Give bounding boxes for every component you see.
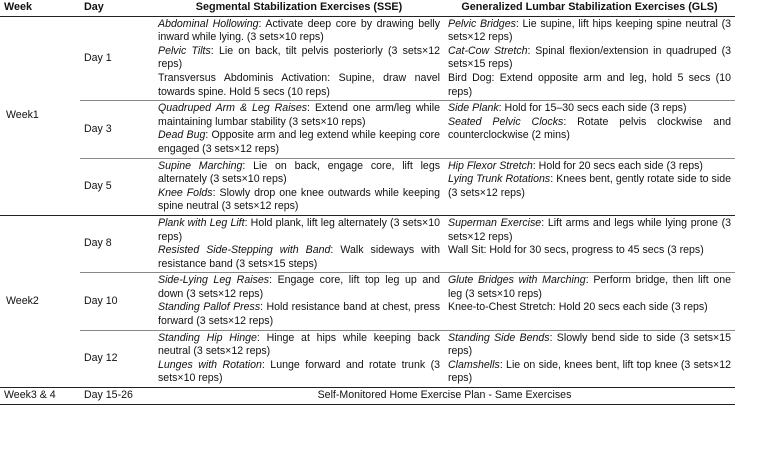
footer-day: Day 15-26	[80, 388, 154, 405]
exercise-description: : Walk sideways with resistance band (3 sets×15 steps)	[158, 244, 440, 270]
exercise-description: : Hold resistance band at chest, press forward (3 sets×12 reps)	[158, 301, 440, 328]
exercise-name: Side-Lying Leg Raises	[158, 274, 270, 287]
gls-cell	[444, 101, 735, 158]
exercise-name: Lunges with Rotation	[158, 358, 262, 371]
sse-cell	[154, 16, 444, 101]
sse-exercise	[158, 217, 440, 244]
header-row	[0, 0, 735, 16]
exercise-name: Glute Bridges with Marching	[448, 274, 586, 287]
header-week: Week	[0, 0, 80, 16]
exercise-name: Supine Marching	[158, 159, 243, 172]
exercise-description: Bird Dog: Extend opposite arm and leg, hold 5 secs (10 reps)	[448, 71, 731, 98]
table-row	[0, 273, 735, 330]
gls-exercise	[448, 102, 731, 116]
gls-cell	[444, 215, 735, 272]
sse-exercise	[158, 129, 440, 156]
sse-cell	[154, 101, 444, 158]
exercise-name: Lying Trunk Rotations	[448, 173, 551, 186]
sse-exercise	[158, 244, 440, 271]
gls-exercise	[448, 217, 731, 244]
exercise-description: : Knees bent, gently rotate side to side (3 sets×12 reps)	[448, 173, 731, 199]
sse-cell	[154, 330, 444, 387]
day-label: Day 3	[80, 101, 154, 158]
exercise-description: : Hold for 20 secs each side (3 reps)	[532, 159, 703, 172]
exercise-name: Hip Flexor Stretch	[448, 159, 533, 172]
exercise-description: : Opposite arm and leg extend while keeping core engaged (3 sets×12 reps)	[158, 129, 440, 155]
header-sse: Segmental Stabilization Exercises (SSE)	[154, 0, 444, 16]
sse-exercise	[158, 18, 440, 45]
header-gls: Generalized Lumbar Stabilization Exercises (GLS)	[444, 0, 735, 16]
exercise-description: : Slowly drop one knee outwards while keeping spine neutral (3 sets×12 reps)	[158, 186, 440, 213]
day-label: Day 1	[80, 16, 154, 101]
gls-cell	[444, 16, 735, 101]
exercise-description: : Hold plank, lift leg alternately (3 sets×10 reps)	[158, 216, 440, 243]
exercise-name: Dead Bug	[158, 129, 206, 142]
exercise-name: Clamshells	[448, 358, 500, 371]
exercise-description: : Lie supine, lift hips keeping spine neutral (3 sets×12 reps)	[448, 17, 732, 44]
day-label: Day 12	[80, 330, 154, 387]
sse-cell	[154, 158, 444, 215]
exercise-name: Cat-Cow Stretch	[448, 44, 528, 57]
sse-exercise	[158, 45, 440, 72]
exercise-name: Resisted Side-Stepping with Band	[158, 244, 331, 257]
exercise-name: Standing Side Bends	[448, 331, 550, 344]
day-label: Day 8	[80, 215, 154, 272]
sse-exercise	[158, 301, 440, 328]
sse-exercise	[158, 359, 440, 386]
sse-exercise	[158, 332, 440, 359]
exercise-name: Side Plank	[448, 102, 499, 115]
gls-exercise	[448, 332, 731, 359]
exercise-description: : Activate deep core by drawing belly inward while lying. (3 sets×10 reps)	[158, 17, 440, 44]
table-row	[0, 101, 735, 158]
exercise-description: : Perform bridge, then lift one leg (3 sets×10 reps)	[448, 274, 731, 300]
sse-cell	[154, 215, 444, 272]
exercise-description: : Hold for 15–30 secs each side (3 reps)	[498, 102, 687, 115]
gls-exercise	[448, 45, 731, 72]
exercise-description: : Hinge at hips while keeping back neutral (3 sets×12 reps)	[158, 331, 440, 358]
exercise-name: Superman Exercise	[448, 216, 542, 229]
exercise-description: : Spinal flexion/extension in quadruped (3 sets×15 reps)	[448, 44, 731, 71]
gls-exercise	[448, 359, 731, 386]
gls-cell	[444, 330, 735, 387]
exercise-description: Knee-to-Chest Stretch: Hold 20 secs each side (3 reps)	[448, 301, 708, 314]
week-label: Week1	[0, 16, 80, 215]
footer-plan: Self-Monitored Home Exercise Plan - Same Exercises	[154, 388, 735, 405]
exercise-description: : Lie on back, tilt pelvis posteriorly (3 sets×12 reps)	[158, 44, 440, 71]
exercise-description: : Extend one arm/leg while maintaining lumbar stability (3 sets×10 reps)	[158, 102, 440, 128]
gls-cell	[444, 158, 735, 215]
exercise-name: Quadruped Arm & Leg Raises	[158, 102, 308, 115]
gls-exercise	[448, 173, 731, 200]
exercise-description: Wall Sit: Hold for 30 secs, progress to 45 secs (3 reps)	[448, 244, 704, 257]
sse-exercise	[158, 187, 440, 214]
exercise-name: Plank with Leg Lift	[158, 216, 245, 229]
footer-week: Week3 & 4	[0, 388, 80, 405]
exercise-name: Abdominal Hollowing	[158, 17, 259, 30]
exercise-name: Knee Folds	[158, 186, 213, 199]
table-body	[0, 16, 735, 387]
header-day: Day	[80, 0, 154, 16]
gls-exercise	[448, 160, 731, 174]
gls-exercise	[448, 18, 731, 45]
table-row	[0, 16, 735, 101]
gls-exercise	[448, 244, 731, 258]
sse-exercise	[158, 72, 440, 99]
exercise-description: : Lie on side, knees bent, lift top knee (3 sets×12 reps)	[448, 358, 731, 385]
sse-exercise	[158, 160, 440, 187]
exercise-description: : Lunge forward and rotate trunk (3 sets×10 reps)	[158, 358, 440, 385]
exercise-description: : Engage core, lift top leg up and down (3 sets×12 reps)	[158, 274, 440, 300]
table-row	[0, 158, 735, 215]
exercise-name: Standing Pallof Press	[158, 301, 261, 314]
exercise-description: : Lift arms and legs while lying prone (3 sets×12 reps)	[448, 216, 731, 243]
sse-exercise	[158, 274, 440, 301]
table-row	[0, 330, 735, 387]
exercise-description: : Rotate pelvis clockwise and counterclockwise (2 mins)	[448, 115, 731, 142]
gls-exercise	[448, 72, 731, 99]
exercise-description: : Slowly bend side to side (3 sets×15 reps)	[448, 331, 732, 358]
table-row	[0, 215, 735, 272]
exercise-name: Pelvic Bridges	[448, 17, 516, 30]
gls-exercise	[448, 274, 731, 301]
exercise-description: : Lie on back, engage core, lift legs alternately (3 sets×10 reps)	[158, 159, 441, 186]
day-label: Day 10	[80, 273, 154, 330]
exercise-description: Transversus Abdominis Activation: Supine, draw navel towards spine. Hold 5 secs (10 reps)	[158, 71, 440, 98]
exercise-name: Seated Pelvic Clocks	[448, 115, 564, 128]
gls-cell	[444, 273, 735, 330]
gls-exercise	[448, 301, 731, 315]
day-label: Day 5	[80, 158, 154, 215]
sse-cell	[154, 273, 444, 330]
gls-exercise	[448, 116, 731, 143]
exercise-name: Standing Hip Hinge	[158, 331, 257, 344]
exercise-name: Pelvic Tilts	[158, 44, 211, 57]
footer-row	[0, 388, 735, 405]
week-label: Week2	[0, 215, 80, 387]
sse-exercise	[158, 102, 440, 129]
